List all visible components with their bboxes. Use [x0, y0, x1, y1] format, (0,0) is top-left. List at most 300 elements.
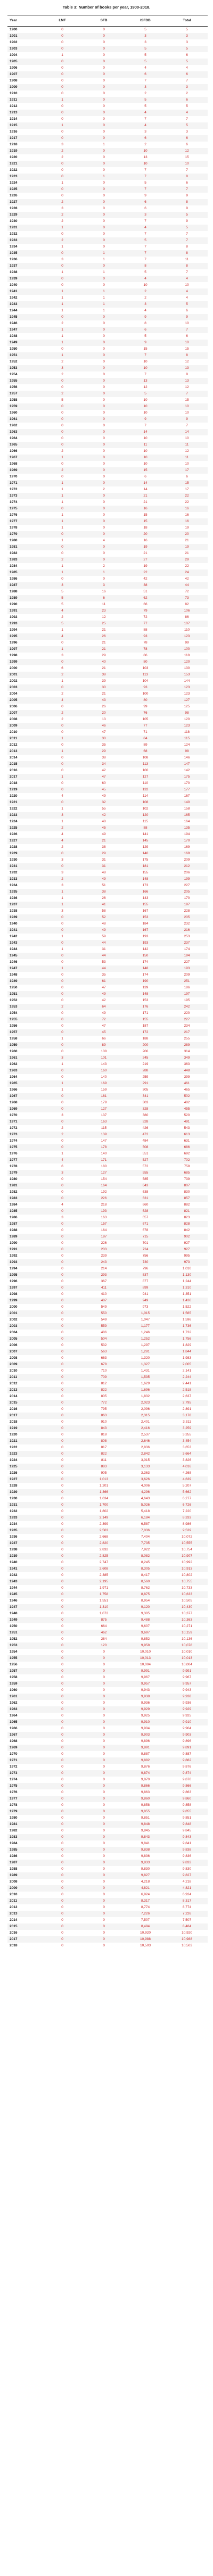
sfb-cell: 180: [101, 1165, 107, 1168]
total-cell: 98: [166, 748, 208, 755]
isfdb-cell: 21: [143, 551, 148, 555]
total-cell: 465: [184, 1088, 190, 1092]
isfdb-cell: 7: [144, 232, 146, 236]
isfdb-cell: 10: [143, 360, 148, 364]
isfdb-cell: 8,875: [125, 1591, 166, 1598]
table-row: [7, 1757, 208, 1764]
isfdb-cell: 6: [144, 475, 146, 478]
isfdb-cell: 9,860: [125, 1796, 166, 1802]
table-row: [7, 1393, 208, 1400]
isfdb-cell: 142: [142, 947, 149, 951]
lmf-cell: 0: [42, 1438, 83, 1444]
table-row: [7, 710, 208, 716]
year-cell: 1956: [10, 1663, 18, 1666]
year-cell: 1989: [7, 1234, 42, 1240]
year-cell: 2001: [7, 1310, 42, 1317]
sfb-cell: 0: [83, 467, 125, 474]
table-row: [7, 518, 208, 525]
lmf-cell: 1: [61, 947, 63, 951]
year-cell: 1960: [10, 1688, 18, 1692]
sfb-cell: 0: [103, 577, 105, 581]
isfdb-cell: 167: [125, 927, 166, 934]
isfdb-cell: 9,957: [125, 1681, 166, 1687]
table-row: [7, 1310, 208, 1317]
year-cell: 1952: [10, 998, 18, 1002]
total-cell: 205: [166, 889, 208, 895]
year-cell: 1950: [10, 986, 18, 989]
isfdb-cell: 105: [142, 717, 149, 721]
total-cell: 7,507: [182, 1918, 192, 1922]
sfb-cell: 49: [83, 876, 125, 882]
total-cell: 123: [166, 633, 208, 640]
isfdb-cell: 6,924: [141, 1893, 150, 1896]
year-cell: 1909: [7, 84, 42, 90]
sfb-cell: 0: [103, 385, 105, 389]
isfdb-cell: 4,643: [141, 1497, 150, 1500]
sfb-cell: 139: [83, 1132, 125, 1138]
lmf-cell: 0: [42, 1374, 83, 1381]
table-row: [7, 1636, 208, 1642]
table-row: [7, 1425, 208, 1432]
isfdb-cell: 9,851: [141, 1816, 150, 1820]
table-row: [7, 59, 208, 65]
isfdb-cell: 9,882: [125, 1757, 166, 1764]
table-row: [7, 352, 208, 359]
year-cell: 1915: [7, 122, 42, 129]
sfb-cell: 0: [83, 557, 125, 563]
lmf-cell: 0: [42, 1119, 83, 1125]
isfdb-cell: 84: [125, 736, 166, 742]
sfb-cell: 48: [102, 922, 106, 926]
total-cell: 9: [166, 314, 208, 320]
lmf-cell: 0: [61, 960, 63, 964]
year-cell: 2001: [7, 672, 42, 678]
table-row: [7, 742, 208, 748]
table-row: [7, 1860, 208, 1866]
isfdb-cell: 9,896: [141, 1739, 150, 1743]
isfdb-cell: 1,281: [125, 1349, 166, 1355]
year-cell: 1957: [7, 391, 42, 397]
sfb-cell: 0: [103, 424, 105, 427]
year-cell: 1947: [7, 327, 42, 333]
lmf-cell: 0: [42, 1310, 83, 1317]
total-cell: 5: [166, 59, 208, 65]
lmf-cell: 0: [42, 953, 83, 959]
year-cell: 1970: [10, 475, 18, 478]
isfdb-cell: 16: [125, 506, 166, 512]
lmf-cell: 2: [42, 825, 83, 831]
year-cell: 1949: [7, 978, 42, 985]
lmf-cell: 0: [42, 1093, 83, 1100]
sfb-cell: 192: [101, 1190, 107, 1194]
total-cell: 10,004: [182, 1663, 192, 1666]
isfdb-cell: 3: [125, 301, 166, 308]
table-row: [7, 180, 208, 186]
year-cell: 1949: [7, 340, 42, 346]
lmf-cell: 0: [42, 1642, 83, 1649]
total-cell: 9: [186, 373, 188, 376]
table-row: [7, 186, 208, 193]
year-cell: 1941: [7, 927, 42, 934]
table-row: [7, 780, 208, 787]
isfdb-cell: 11: [125, 442, 166, 448]
total-cell: 228: [184, 909, 190, 913]
isfdb-cell: 2,096: [141, 1407, 150, 1411]
isfdb-cell: 9,843: [125, 1834, 166, 1840]
isfdb-cell: 15: [143, 347, 148, 351]
year-cell: 1955: [7, 378, 42, 384]
year-cell: 2018: [10, 1420, 18, 1424]
table-row: [7, 1183, 208, 1189]
year-cell: 1976: [10, 513, 18, 517]
sfb-cell: 0: [103, 1714, 105, 1718]
total-cell: 10,505: [182, 1599, 192, 1603]
isfdb-cell: 188: [142, 1037, 149, 1041]
sfb-cell: 2,820: [83, 1540, 125, 1547]
lmf-cell: 2: [61, 321, 63, 325]
year-cell: 2013: [7, 1387, 42, 1393]
total-cell: 9,929: [166, 1706, 208, 1713]
total-cell: 7: [166, 327, 208, 333]
year-cell: 1970: [10, 1752, 18, 1756]
isfdb-cell: 3,015: [141, 1458, 150, 1462]
total-cell: 7,226: [166, 1911, 208, 1917]
isfdb-cell: 174: [142, 973, 149, 977]
table-row: [7, 1604, 208, 1611]
table-row: [7, 1368, 208, 1374]
sfb-cell: 0: [103, 475, 105, 478]
total-cell: 118: [184, 654, 190, 657]
sfb-cell: 49: [102, 794, 106, 798]
total-cell: 3: [166, 33, 208, 39]
isfdb-cell: 7: [144, 168, 146, 172]
table-row: [7, 1413, 208, 1419]
isfdb-cell: 9,488: [125, 1617, 166, 1623]
lmf-cell: 1: [42, 97, 83, 103]
lmf-cell: 1: [61, 245, 63, 249]
total-cell: 209: [184, 973, 190, 977]
table-row: [7, 263, 208, 269]
isfdb-cell: 12: [143, 385, 148, 389]
total-cell: 902: [166, 1234, 208, 1240]
table-row: [7, 1834, 208, 1840]
table-row: [7, 1943, 208, 1949]
total-cell: 11: [166, 455, 208, 461]
sfb-cell: 47: [102, 1024, 106, 1028]
year-cell: 1975: [7, 1783, 42, 1789]
table-row: [7, 774, 208, 780]
total-cell: 193: [166, 965, 208, 972]
year-cell: 1927: [7, 838, 42, 844]
total-cell: 842: [184, 1228, 190, 1232]
year-cell: 1996: [10, 641, 18, 645]
table-row: [7, 1291, 208, 1298]
total-cell: 205: [166, 914, 208, 921]
sfb-cell: 0: [103, 1752, 105, 1756]
year-cell: 1961: [7, 416, 42, 423]
total-cell: 5,662: [166, 1489, 208, 1496]
isfdb-cell: 77: [125, 621, 166, 627]
year-cell: 1911: [7, 97, 42, 103]
lmf-cell: 0: [42, 1757, 83, 1764]
lmf-cell: 0: [61, 1471, 63, 1475]
total-cell: 7: [186, 424, 188, 427]
sfb-cell: 0: [83, 314, 125, 320]
lmf-cell: 0: [42, 1770, 83, 1777]
table-row: [7, 895, 208, 902]
table-row: [7, 729, 208, 736]
isfdb-cell: 155: [142, 871, 149, 874]
total-cell: 10,633: [166, 1591, 208, 1598]
total-cell: 455: [166, 1106, 208, 1112]
total-cell: 142: [184, 769, 190, 772]
table-row: [7, 1534, 208, 1540]
year-cell: 1936: [10, 258, 18, 261]
total-cell: 399: [184, 1075, 190, 1079]
table-body: [7, 27, 208, 1950]
year-cell: 1920: [10, 1433, 18, 1436]
year-cell: 1980: [10, 1177, 18, 1181]
year-cell: 1948: [10, 334, 18, 338]
year-cell: 1974: [10, 1139, 18, 1143]
year-cell: 2004: [10, 1331, 18, 1334]
lmf-cell: 0: [42, 110, 83, 116]
sfb-cell: 0: [103, 1867, 105, 1871]
table-row: [7, 1330, 208, 1336]
total-cell: 7: [186, 168, 188, 172]
lmf-cell: 0: [61, 462, 63, 466]
lmf-cell: 3: [61, 909, 63, 913]
total-cell: 174: [184, 947, 190, 951]
lmf-cell: 3: [61, 143, 63, 146]
table-row: [7, 461, 208, 467]
table-row: [7, 1163, 208, 1170]
lmf-cell: 2: [61, 692, 63, 696]
sfb-cell: 0: [103, 1829, 105, 1832]
sfb-cell: 4: [103, 539, 105, 542]
sfb-cell: 0: [83, 1911, 125, 1917]
total-cell: 10,907: [166, 1553, 208, 1559]
total-cell: 10,988: [166, 1936, 208, 1943]
sfb-cell: 0: [83, 1796, 125, 1802]
isfdb-cell: 10: [143, 449, 148, 453]
isfdb-cell: 9,967: [141, 1675, 150, 1679]
table-row: [7, 148, 208, 154]
isfdb-cell: 631: [125, 1195, 166, 1202]
sfb-cell: 47: [102, 986, 106, 989]
isfdb-cell: 9,305: [141, 1612, 150, 1615]
table-row: [7, 384, 208, 391]
lmf-cell: 0: [42, 659, 83, 665]
total-cell: 170: [166, 838, 208, 844]
isfdb-cell: 701: [142, 1241, 149, 1245]
year-cell: 1976: [10, 1790, 18, 1794]
lmf-cell: 0: [61, 1650, 63, 1654]
year-cell: 1972: [10, 1126, 18, 1130]
lmf-cell: 0: [42, 1029, 83, 1036]
table-row: [7, 959, 208, 965]
year-cell: 2006: [10, 705, 18, 708]
sfb-cell: 21: [83, 646, 125, 653]
total-cell: 120: [184, 717, 190, 721]
table-row: [7, 1151, 208, 1157]
isfdb-cell: 2: [144, 143, 146, 146]
isfdb-cell: 79: [125, 608, 166, 614]
table-row: [7, 1195, 208, 1202]
lmf-cell: 0: [42, 723, 83, 729]
sfb-cell: 0: [103, 28, 105, 31]
lmf-cell: 0: [42, 1540, 83, 1547]
lmf-cell: 1: [61, 181, 63, 185]
total-cell: 9,848: [166, 1821, 208, 1828]
lmf-cell: 0: [42, 378, 83, 384]
lmf-cell: 1: [42, 774, 83, 780]
year-cell: 1902: [10, 40, 18, 44]
total-cell: 927: [184, 1241, 190, 1245]
lmf-cell: 2: [42, 876, 83, 882]
year-cell: 1937: [7, 1540, 42, 1547]
sfb-cell: 21: [83, 838, 125, 844]
year-cell: 2012: [10, 1905, 18, 1909]
lmf-cell: 0: [61, 1484, 63, 1488]
isfdb-cell: 80: [125, 697, 166, 704]
isfdb-cell: 6,587: [141, 1522, 150, 1526]
sfb-cell: 772: [83, 1400, 125, 1406]
lmf-cell: 0: [61, 1688, 63, 1692]
total-cell: 8: [166, 250, 208, 257]
year-cell: 1925: [7, 825, 42, 831]
sfb-cell: 0: [103, 130, 105, 134]
lmf-cell: 0: [42, 1502, 83, 1508]
year-cell: 1951: [7, 1630, 42, 1636]
table-row: [7, 1074, 208, 1080]
sfb-cell: 0: [83, 1668, 125, 1674]
year-cell: 1946: [10, 321, 18, 325]
sfb-cell: 0: [83, 59, 125, 65]
isfdb-cell: 93: [125, 684, 166, 691]
isfdb-cell: 1,629: [141, 1382, 150, 1385]
table-row: [7, 799, 208, 806]
table-row: [7, 1419, 208, 1425]
total-cell: 170: [184, 781, 190, 785]
table-row: [7, 1892, 208, 1898]
isfdb-cell: 5: [144, 181, 146, 185]
isfdb-cell: 472: [125, 1132, 166, 1138]
table-row: [7, 723, 208, 729]
isfdb-cell: 5: [125, 46, 166, 52]
total-cell: 9,882: [166, 1757, 208, 1764]
year-cell: 1939: [7, 1553, 42, 1559]
lmf-cell: 1: [42, 646, 83, 653]
total-cell: 686: [166, 1144, 208, 1151]
lmf-cell: 0: [61, 769, 63, 772]
lmf-cell: 1: [42, 902, 83, 908]
sfb-cell: 0: [83, 1681, 125, 1687]
sfb-cell: 34: [83, 761, 125, 767]
isfdb-cell: 187: [142, 1024, 149, 1028]
isfdb-cell: 5: [144, 53, 146, 57]
sfb-cell: 0: [103, 1727, 105, 1730]
total-cell: 1,756: [166, 1336, 208, 1342]
isfdb-cell: 3: [144, 130, 146, 134]
total-cell: 4: [166, 276, 208, 282]
isfdb-cell: 730: [125, 1259, 166, 1266]
lmf-cell: 2: [42, 672, 83, 678]
total-cell: 124: [184, 743, 190, 747]
table-row: [7, 1694, 208, 1700]
lmf-cell: 0: [42, 174, 83, 180]
sfb-cell: 35: [102, 973, 106, 977]
sfb-cell: 0: [103, 334, 105, 338]
sfb-cell: 0: [83, 1872, 125, 1879]
table-row: [7, 569, 208, 576]
year-cell: 1994: [10, 628, 18, 632]
sfb-cell: 0: [83, 544, 125, 550]
isfdb-cell: 9,845: [141, 1829, 150, 1832]
sfb-cell: 1,201: [99, 1484, 109, 1488]
total-cell: 973: [166, 1259, 208, 1266]
lmf-cell: 0: [42, 403, 83, 410]
sfb-cell: 16: [102, 590, 106, 593]
sfb-cell: 59: [102, 935, 106, 938]
isfdb-cell: 14: [143, 488, 148, 491]
table-row: [7, 755, 208, 761]
table-row: [7, 582, 208, 589]
header-isfdb: ISFDB: [140, 19, 151, 22]
table-row: [7, 1821, 208, 1828]
sfb-cell: 163: [83, 1119, 125, 1125]
total-cell: 227: [184, 884, 190, 887]
lmf-cell: 0: [42, 1528, 83, 1534]
year-cell: 1914: [10, 117, 18, 121]
total-cell: 9,936: [182, 1701, 192, 1705]
sfb-cell: 1: [103, 296, 105, 300]
table-row: [7, 1087, 208, 1093]
sfb-cell: 0: [103, 1675, 105, 1679]
table-row: [7, 1253, 208, 1259]
sfb-cell: 0: [83, 276, 125, 282]
lmf-cell: 0: [42, 1425, 83, 1432]
table-row: [7, 934, 208, 940]
isfdb-cell: 508: [125, 1144, 166, 1151]
year-cell: 2002: [10, 679, 18, 683]
total-cell: 1,436: [166, 1298, 208, 1304]
total-cell: 73: [166, 595, 208, 601]
total-cell: 739: [184, 1177, 190, 1181]
total-cell: 8,484: [166, 1923, 208, 1930]
year-cell: 1966: [10, 1088, 18, 1092]
table-row: [7, 1483, 208, 1489]
sfb-cell: 6: [83, 595, 125, 601]
isfdb-cell: 7: [144, 373, 146, 376]
sfb-cell: 147: [101, 1139, 107, 1143]
sfb-cell: 0: [83, 1898, 125, 1904]
total-cell: 9: [166, 416, 208, 423]
table-row: [7, 455, 208, 461]
lmf-cell: 0: [61, 92, 63, 95]
lmf-cell: 0: [61, 1279, 63, 1283]
sfb-cell: 462: [83, 1630, 125, 1636]
table-row: [7, 1502, 208, 1508]
sfb-cell: 0: [103, 1854, 105, 1858]
lmf-cell: 0: [42, 314, 83, 320]
total-cell: 15: [185, 155, 189, 159]
lmf-cell: 2: [42, 710, 83, 716]
sfb-cell: 0: [103, 1778, 105, 1781]
year-cell: 1951: [7, 352, 42, 359]
year-cell: 1955: [7, 1655, 42, 1662]
table-row: [7, 1515, 208, 1521]
